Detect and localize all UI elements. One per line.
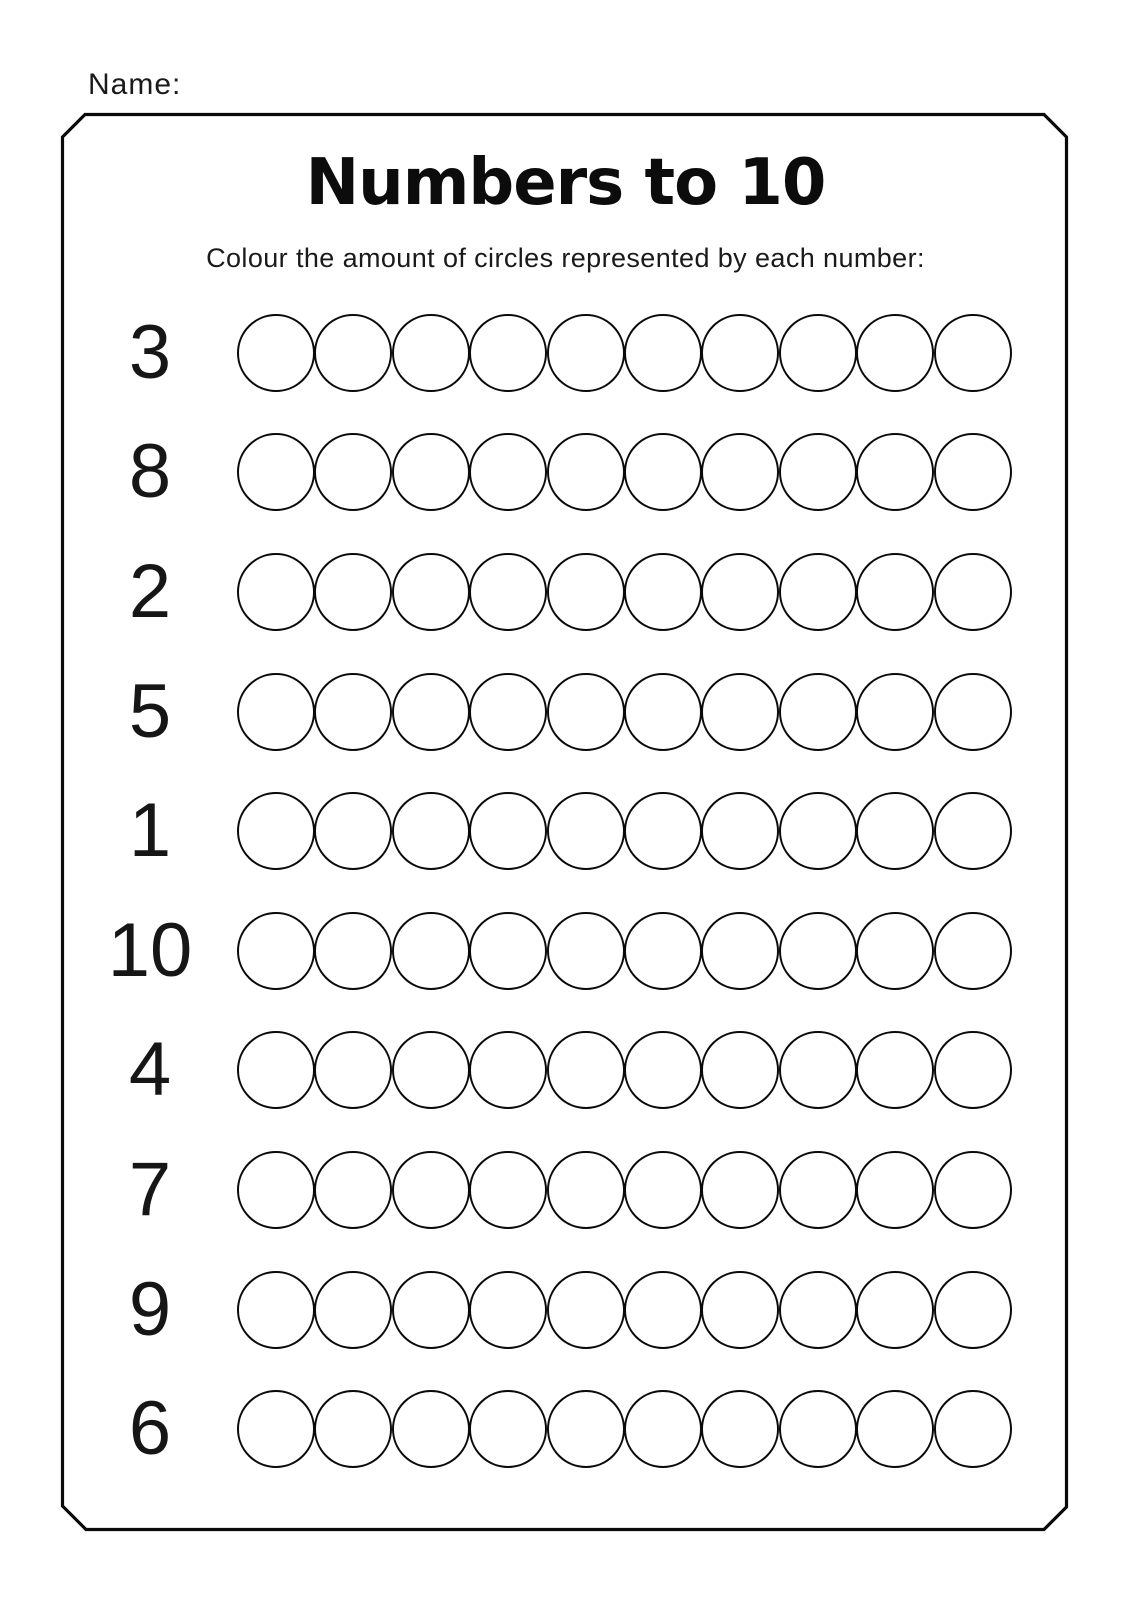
circle[interactable] [779, 673, 857, 751]
circles-row [237, 314, 1012, 392]
circle[interactable] [547, 553, 625, 631]
circle[interactable] [469, 553, 547, 631]
circle[interactable] [779, 433, 857, 511]
circle[interactable] [701, 553, 779, 631]
circles-row [237, 433, 1012, 511]
circle[interactable] [701, 912, 779, 990]
circle[interactable] [547, 912, 625, 990]
worksheet-row [63, 1130, 1068, 1250]
circle[interactable] [624, 553, 702, 631]
circle[interactable] [624, 673, 702, 751]
circle[interactable] [701, 1271, 779, 1349]
circle[interactable] [779, 1390, 857, 1468]
worksheet-row [63, 1250, 1068, 1370]
row-number: 4 [128, 1027, 172, 1113]
circle[interactable] [856, 1271, 934, 1349]
circle[interactable] [934, 1390, 1012, 1468]
circle[interactable] [547, 1390, 625, 1468]
circle[interactable] [624, 792, 702, 870]
circle[interactable] [701, 1390, 779, 1468]
worksheet-row [63, 413, 1068, 533]
circle[interactable] [701, 433, 779, 511]
circles-row [237, 1151, 1012, 1229]
worksheet-row [63, 652, 1068, 772]
circle[interactable] [392, 673, 470, 751]
circle[interactable] [547, 1271, 625, 1349]
circle[interactable] [934, 673, 1012, 751]
circle[interactable] [469, 792, 547, 870]
circle[interactable] [547, 1151, 625, 1229]
worksheet-row [63, 532, 1068, 652]
circle[interactable] [934, 1271, 1012, 1349]
circle[interactable] [237, 553, 315, 631]
circle[interactable] [624, 433, 702, 511]
worksheet-row [63, 293, 1068, 413]
circle[interactable] [469, 1151, 547, 1229]
circle[interactable] [934, 553, 1012, 631]
circle[interactable] [934, 314, 1012, 392]
circle[interactable] [624, 1390, 702, 1468]
circle[interactable] [856, 792, 934, 870]
circles-row [237, 792, 1012, 870]
circle[interactable] [237, 792, 315, 870]
circle[interactable] [469, 433, 547, 511]
circle[interactable] [469, 1031, 547, 1109]
circle[interactable] [701, 673, 779, 751]
circle[interactable] [701, 1031, 779, 1109]
circle[interactable] [779, 1151, 857, 1229]
page-title: Numbers to 10 [305, 146, 826, 220]
circle[interactable] [237, 433, 315, 511]
circle[interactable] [856, 553, 934, 631]
circle[interactable] [237, 314, 315, 392]
circle[interactable] [934, 792, 1012, 870]
circle[interactable] [856, 1031, 934, 1109]
row-number: 6 [128, 1386, 172, 1472]
circle[interactable] [469, 1390, 547, 1468]
circle[interactable] [469, 1271, 547, 1349]
worksheet-row [63, 1369, 1068, 1489]
circle[interactable] [392, 1151, 470, 1229]
circle[interactable] [701, 314, 779, 392]
circles-row [237, 912, 1012, 990]
circle[interactable] [237, 673, 315, 751]
circle[interactable] [314, 792, 392, 870]
circles-row [237, 1271, 1012, 1349]
circle[interactable] [624, 314, 702, 392]
row-number: 7 [128, 1146, 172, 1232]
circle[interactable] [547, 792, 625, 870]
circle[interactable] [237, 1151, 315, 1229]
circle[interactable] [779, 912, 857, 990]
circle[interactable] [701, 1151, 779, 1229]
circle[interactable] [392, 792, 470, 870]
circle[interactable] [469, 912, 547, 990]
circles-row [237, 1031, 1012, 1109]
rows-container [63, 293, 1068, 1489]
circles-row [237, 553, 1012, 631]
circle[interactable] [314, 673, 392, 751]
circle[interactable] [237, 1271, 315, 1349]
circle[interactable] [314, 1271, 392, 1349]
circle[interactable] [547, 314, 625, 392]
row-number: 10 [107, 907, 193, 993]
circle[interactable] [856, 1151, 934, 1229]
circle[interactable] [547, 1031, 625, 1109]
circle[interactable] [237, 1031, 315, 1109]
circle[interactable] [314, 912, 392, 990]
circle[interactable] [314, 1151, 392, 1229]
circle[interactable] [934, 1151, 1012, 1229]
circle[interactable] [856, 912, 934, 990]
row-number: 1 [128, 788, 172, 874]
circles-row [237, 673, 1012, 751]
circle[interactable] [701, 792, 779, 870]
circle[interactable] [934, 912, 1012, 990]
circle[interactable] [547, 433, 625, 511]
circle[interactable] [469, 673, 547, 751]
row-number: 5 [128, 668, 172, 754]
circle[interactable] [237, 912, 315, 990]
circle[interactable] [934, 1031, 1012, 1109]
circles-row [237, 1390, 1012, 1468]
row-number: 3 [128, 309, 172, 395]
circle[interactable] [779, 1031, 857, 1109]
circle[interactable] [314, 314, 392, 392]
circle[interactable] [392, 314, 470, 392]
worksheet-row [63, 1011, 1068, 1131]
circle[interactable] [779, 792, 857, 870]
circle[interactable] [856, 1390, 934, 1468]
instructions-text: Colour the amount of circles represented by each number: [206, 243, 925, 273]
circle[interactable] [624, 1271, 702, 1349]
row-number: 2 [128, 548, 172, 634]
circle[interactable] [624, 912, 702, 990]
circle[interactable] [314, 433, 392, 511]
circle[interactable] [392, 553, 470, 631]
circle[interactable] [392, 1271, 470, 1349]
circle[interactable] [314, 1390, 392, 1468]
circle[interactable] [392, 912, 470, 990]
circle[interactable] [856, 314, 934, 392]
circle[interactable] [314, 553, 392, 631]
circle[interactable] [624, 1031, 702, 1109]
circle[interactable] [624, 1151, 702, 1229]
circle[interactable] [779, 1271, 857, 1349]
circle[interactable] [314, 1031, 392, 1109]
circle[interactable] [856, 673, 934, 751]
circle[interactable] [934, 433, 1012, 511]
worksheet-row [63, 771, 1068, 891]
circle[interactable] [779, 553, 857, 631]
circle[interactable] [237, 1390, 315, 1468]
circle[interactable] [392, 1031, 470, 1109]
name-label: Name: [88, 68, 182, 101]
circle[interactable] [856, 433, 934, 511]
row-number: 8 [128, 429, 172, 515]
circle[interactable] [392, 1390, 470, 1468]
circle[interactable] [547, 673, 625, 751]
circle[interactable] [779, 314, 857, 392]
circle[interactable] [392, 433, 470, 511]
worksheet-row [63, 891, 1068, 1011]
row-number: 9 [128, 1266, 172, 1352]
circle[interactable] [469, 314, 547, 392]
